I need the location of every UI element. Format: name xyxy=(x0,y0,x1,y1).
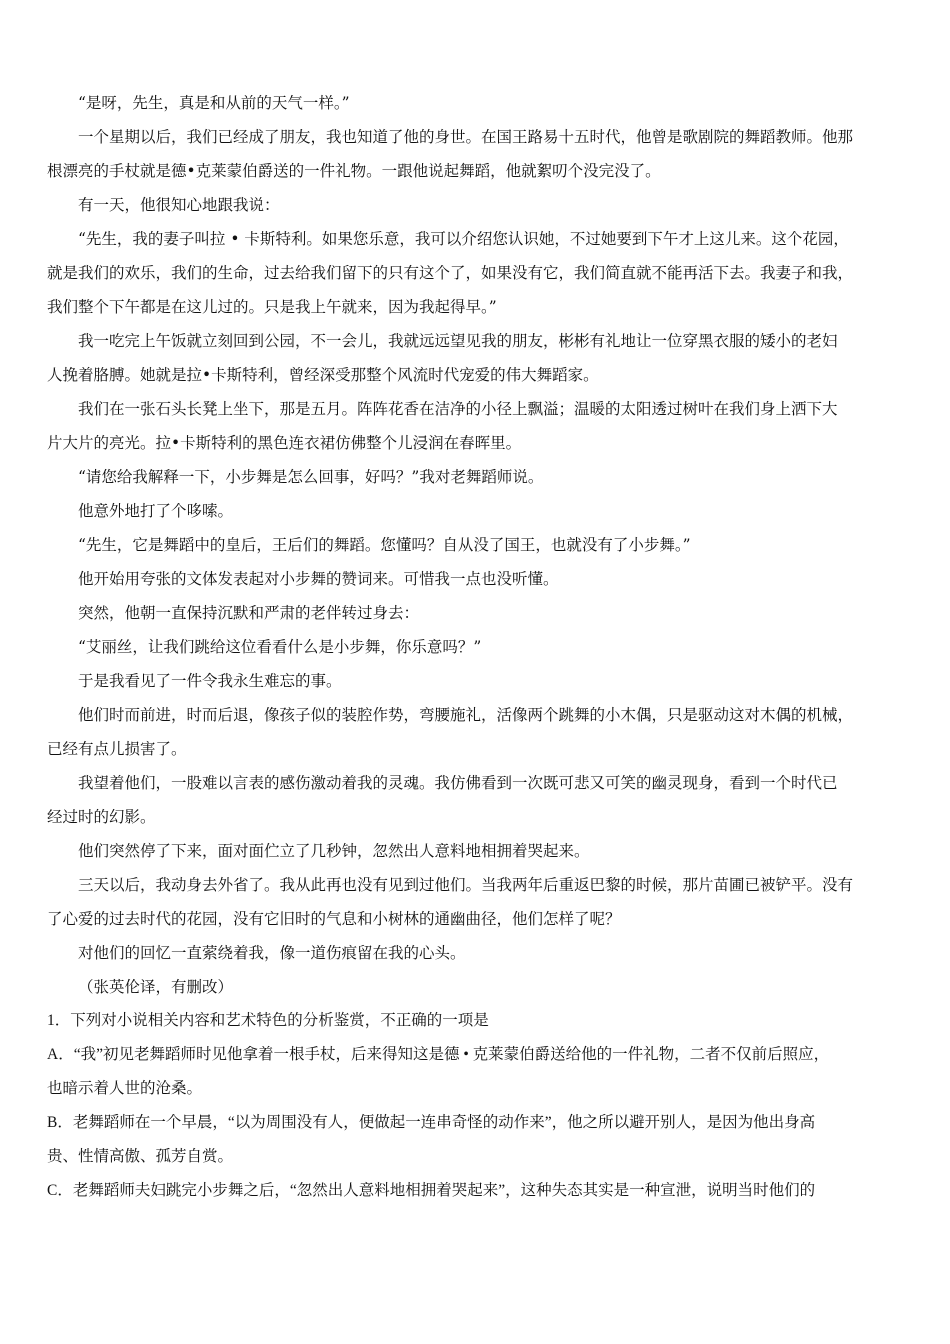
question-stem: 1．下列对小说相关内容和艺术特色的分析鉴赏，不正确的一项是 xyxy=(47,1012,489,1029)
paragraph: 我望着他们，一股难以言表的感伤激动着我的灵魂。我仿佛看到一次既可悲又可笑的幽灵现身，看到一个时代已 xyxy=(78,774,838,792)
paragraph: “艾丽丝，让我们跳给这位看看什么是小步舞，你乐意吗？” xyxy=(78,638,482,656)
paragraph: 于是我看见了一件令我永生难忘的事。 xyxy=(78,672,342,690)
option-b: B．老舞蹈师在一个早晨，“以为周围没有人，便做起一连串奇怪的动作来”，他之所以避开别人，是因为他出身高 xyxy=(47,1114,816,1131)
option-a: A．“我”初见老舞蹈师时见他拿着一根手杖，后来得知这是德 • 克莱蒙伯爵送给他的一件礼物，二者不仅前后照应， xyxy=(47,1046,830,1063)
paragraph-continuation: 了心爱的过去时代的花园，没有它旧时的气息和小树林的通幽曲径，他们怎样了呢？ xyxy=(47,910,621,928)
paragraph: 三天以后，我动身去外省了。我从此再也没有见到过他们。当我两年后重返巴黎的时候，那片苗圃已被铲平。没有 xyxy=(78,876,854,894)
paragraph-continuation: 我们整个下午都是在这儿过的。只是我上午就来，因为我起得早。” xyxy=(47,298,497,316)
paragraph: 他们突然停了下来，面对面伫立了几秒钟，忽然出人意料地相拥着哭起来。 xyxy=(78,842,590,860)
document-page xyxy=(47,86,909,1208)
paragraph-continuation: 就是我们的欢乐，我们的生命，过去给我们留下的只有这个了，如果没有它，我们简直就不能再活下去。我妻子和我， xyxy=(47,264,854,282)
paragraph-continuation: 经过时的幻影。 xyxy=(47,808,156,826)
paragraph: “先生，它是舞蹈中的皇后，王后们的舞蹈。您懂吗？自从没了国王，也就没有了小步舞。” xyxy=(78,536,691,554)
paragraph-continuation: 根漂亮的手杖就是德•克莱蒙伯爵送的一件礼物。一跟他说起舞蹈，他就絮叨个没完没了。 xyxy=(47,162,661,180)
paragraph: 我一吃完上午饭就立刻回到公园，不一会儿，我就远远望见我的朋友，彬彬有礼地让一位穿黑衣服的矮小的老妇 xyxy=(78,332,838,350)
option-b-continuation: 贵、性情高傲、孤芳自赏。 xyxy=(47,1148,234,1165)
paragraph-continuation: 已经有点儿损害了。 xyxy=(47,740,187,758)
paragraph: 一个星期以后，我们已经成了朋友，我也知道了他的身世。在国王路易十五时代，他曾是歌剧院的舞蹈教师。他那 xyxy=(78,128,854,146)
paragraph: 我们在一张石头长凳上坐下，那是五月。阵阵花香在洁净的小径上飘溢；温暖的太阳透过树叶在我们身上洒下大 xyxy=(78,400,838,418)
source-attribution: （张英伦译，有删改） xyxy=(78,978,234,996)
option-c: C．老舞蹈师夫妇跳完小步舞之后，“忽然出人意料地相拥着哭起来”，这种失态其实是一种宣泄，说明当时他们的 xyxy=(47,1182,816,1199)
option-a-continuation: 也暗示着人世的沧桑。 xyxy=(47,1080,203,1097)
paragraph: 突然，他朝一直保持沉默和严肃的老伴转过身去： xyxy=(78,604,420,622)
paragraph: 对他们的回忆一直萦绕着我，像一道伤痕留在我的心头。 xyxy=(78,944,466,962)
paragraph-continuation: 人挽着胳膊。她就是拉•卡斯特利，曾经深受那整个风流时代宠爱的伟大舞蹈家。 xyxy=(47,366,599,384)
paragraph: “请您给我解释一下，小步舞是怎么回事，好吗？”我对老舞蹈师说。 xyxy=(78,468,544,486)
paragraph: “是呀，先生，真是和从前的天气一样。” xyxy=(78,94,350,112)
paragraph: 有一天，他很知心地跟我说： xyxy=(78,196,280,214)
paragraph: 他们时而前进，时而后退，像孩子似的装腔作势，弯腰施礼，活像两个跳舞的小木偶，只是驱动这对木偶的机械， xyxy=(78,706,854,724)
paragraph-continuation: 片大片的亮光。拉•卡斯特利的黑色连衣裙仿佛整个儿浸润在春晖里。 xyxy=(47,434,522,452)
paragraph: 他开始用夸张的文体发表起对小步舞的赞词来。可惜我一点也没听懂。 xyxy=(78,570,559,588)
paragraph: “先生，我的妻子叫拉 • 卡斯特利。如果您乐意，我可以介绍您认识她，不过她要到下午才上这儿来。这个花园， xyxy=(78,230,849,248)
paragraph: 他意外地打了个哆嗦。 xyxy=(78,502,234,520)
